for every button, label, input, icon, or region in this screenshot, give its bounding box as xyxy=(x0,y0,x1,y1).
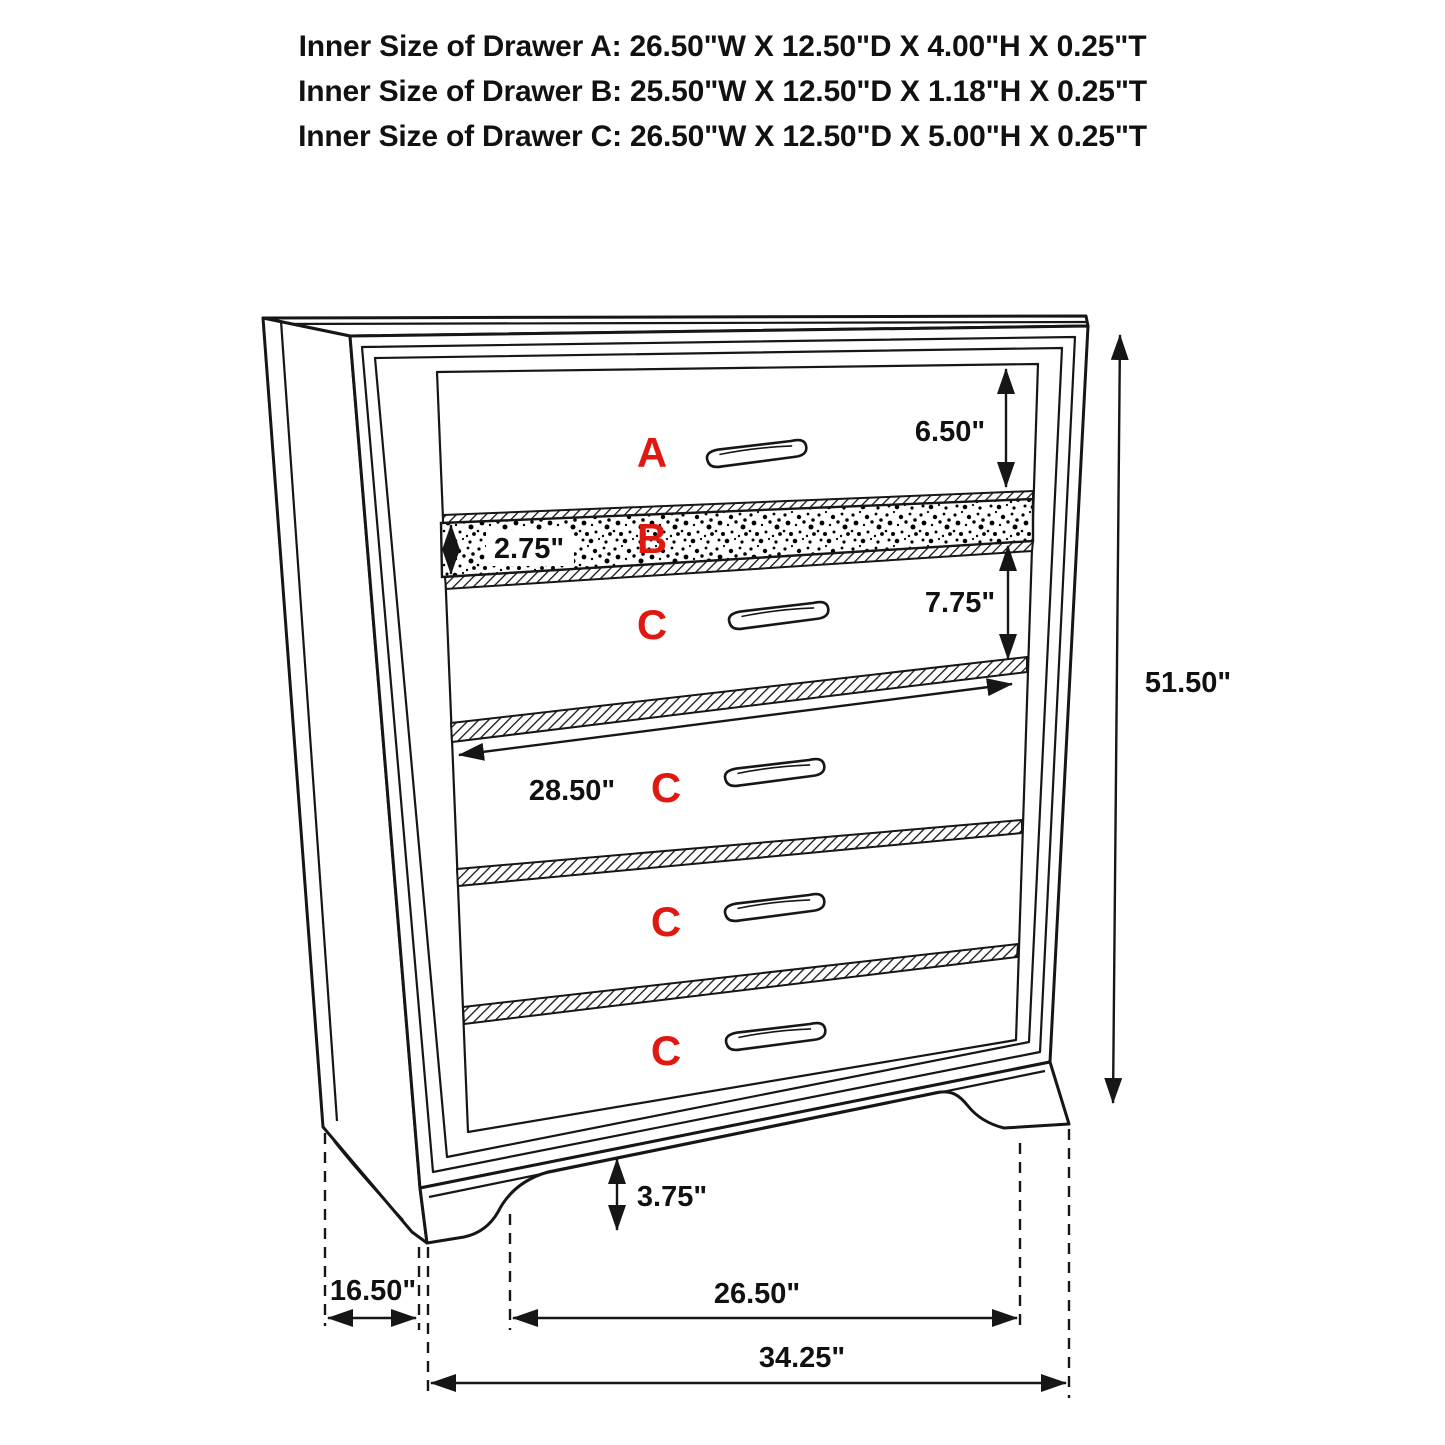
drawer-c4-label: C xyxy=(650,1027,682,1074)
foot-height-label: 3.75" xyxy=(636,1181,708,1213)
drawer-c-height-label: 7.75" xyxy=(924,587,996,619)
header-line-drawer-a: Inner Size of Drawer A: 26.50"W X 12.50"D X 4.00"H X 0.25"T xyxy=(298,30,1147,63)
overall-width-label: 34.25" xyxy=(758,1342,846,1374)
drawer-c3-label: C xyxy=(650,898,682,945)
drawer-a-label: A xyxy=(636,429,668,476)
header-line-drawer-c: Inner Size of Drawer C: 26.50"W X 12.50"D X 5.00"H X 0.25"T xyxy=(298,120,1147,153)
drawer-a-height-label: 6.50" xyxy=(914,416,986,448)
drawer-b-label: B xyxy=(636,515,668,562)
drawer-b-height-label: 2.75" xyxy=(493,533,565,565)
overall-height-label: 51.50" xyxy=(1144,667,1232,699)
side-depth-label: 16.50" xyxy=(329,1275,417,1307)
overall-height-arrow xyxy=(1113,335,1120,1103)
inner-width-label: 26.50" xyxy=(713,1278,801,1310)
drawer-front-width-label: 28.50" xyxy=(528,775,616,807)
drawer-c1-label: C xyxy=(636,601,668,648)
drawer-c2-label: C xyxy=(650,764,682,811)
header-line-drawer-b: Inner Size of Drawer B: 25.50"W X 12.50"D X 1.18"H X 0.25"T xyxy=(298,75,1147,108)
